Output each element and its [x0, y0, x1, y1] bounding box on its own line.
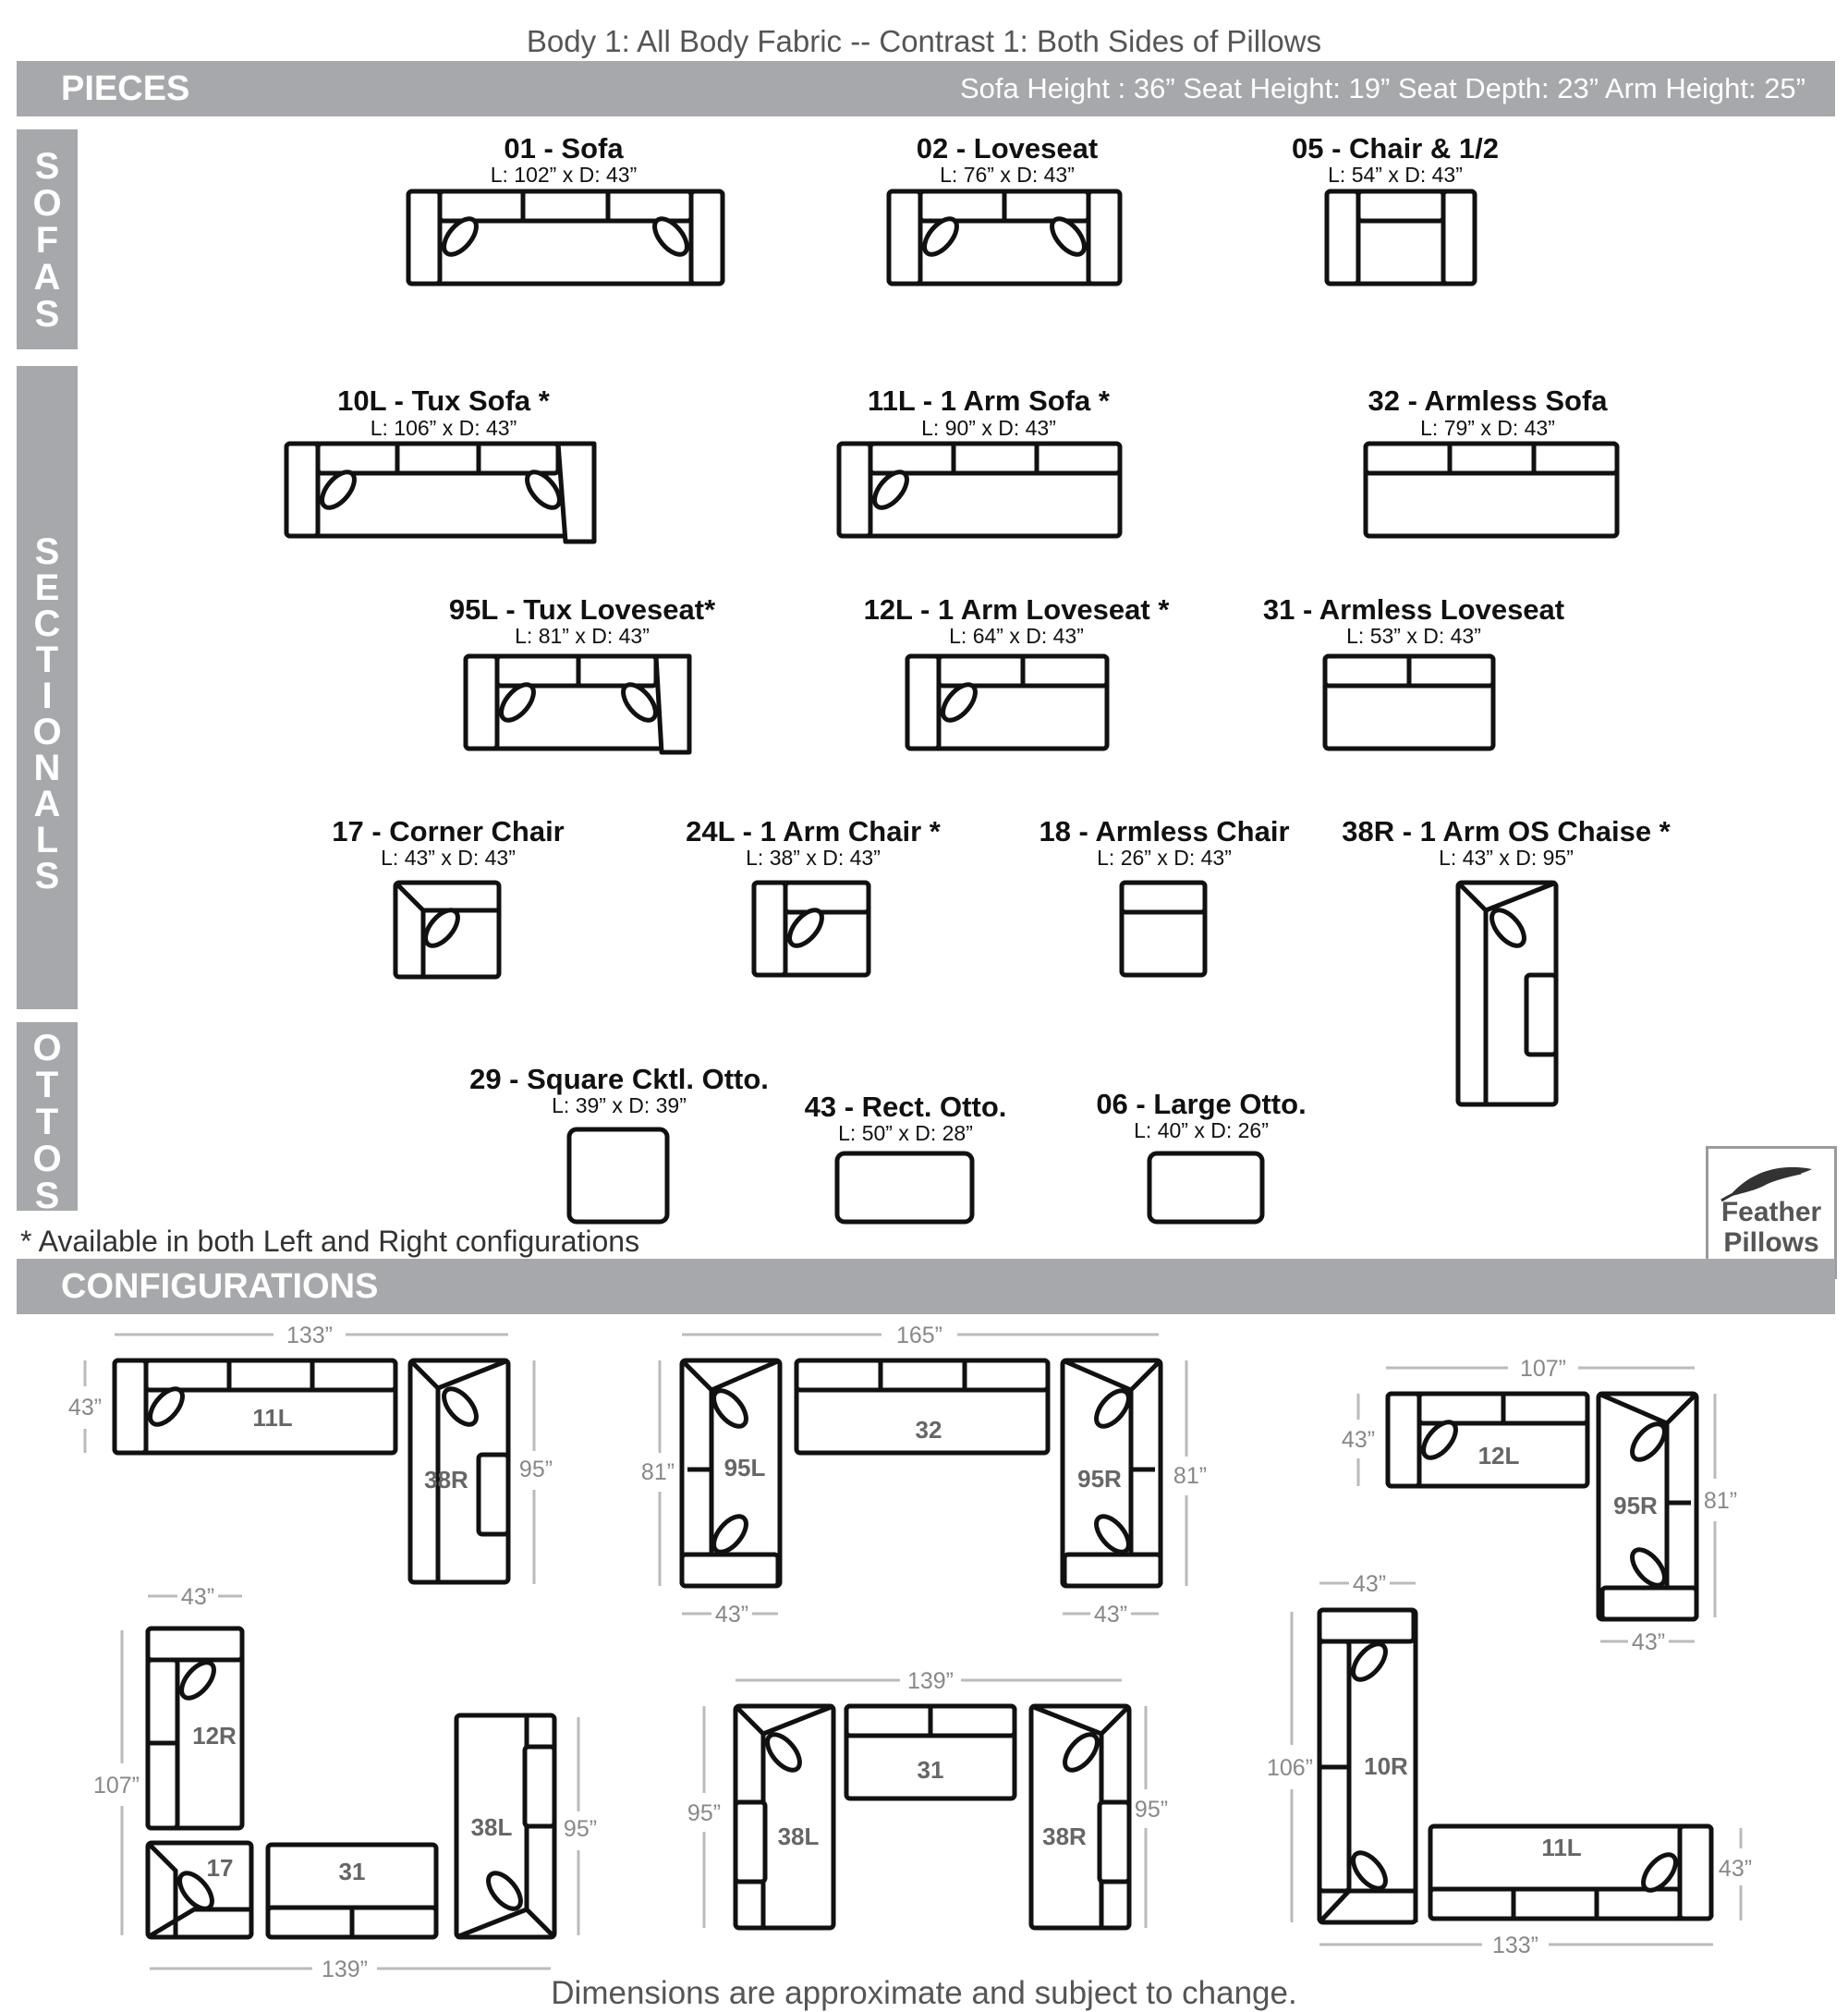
tab-letter: O — [32, 1139, 62, 1179]
pieces-title: PIECES — [61, 69, 190, 108]
module-label: 95R — [1077, 1465, 1122, 1493]
dim-depth-right: 95” — [518, 1457, 553, 1482]
piece-dims: L: 79” x D: 43” — [1420, 416, 1555, 440]
piece-dims: L: 43” x D: 95” — [1439, 846, 1574, 870]
dim-depth-left: 43” — [67, 1395, 103, 1421]
piece-dims: L: 53” x D: 43” — [1346, 624, 1481, 648]
dim-height: 107” — [92, 1773, 140, 1799]
tab-letter: S — [34, 856, 60, 896]
dim-left: 95” — [687, 1800, 722, 1826]
piece-dims: L: 50” x D: 28” — [838, 1121, 973, 1145]
dim-height: 106” — [1266, 1755, 1314, 1781]
availability-footnote: * Available in both Left and Right configurations — [20, 1225, 640, 1258]
piece-dims: L: 64” x D: 43” — [949, 624, 1084, 648]
config-38l-31-38r — [687, 1668, 1168, 1928]
dim-top: 43” — [180, 1584, 215, 1610]
piece-label: 06 - Large Otto. — [1096, 1088, 1307, 1120]
dim-right: 95” — [1134, 1797, 1169, 1823]
piece-dims: L: 54” x D: 43” — [1328, 163, 1463, 187]
module-label: 38R — [1042, 1823, 1087, 1850]
piece-label: 10L - Tux Sofa * — [337, 384, 550, 417]
tab-letter: S — [34, 531, 60, 572]
dim-depth-left: 43” — [1341, 1427, 1376, 1453]
tab-letter: L — [35, 820, 59, 860]
tab-letter: T — [35, 640, 59, 680]
dim-width: 165” — [895, 1323, 943, 1348]
module-label: 31 — [338, 1858, 366, 1885]
piece-dims: L: 90” x D: 43” — [921, 416, 1056, 440]
dim-width: 139” — [906, 1668, 954, 1694]
piece-dims: L: 81” x D: 43” — [515, 624, 650, 648]
tab-letter: S — [34, 146, 60, 187]
tab-letter: A — [33, 257, 61, 298]
module-label: 95L — [723, 1454, 766, 1482]
piece-label: 43 - Rect. Otto. — [804, 1091, 1007, 1123]
piece-label: 11L - 1 Arm Sofa * — [868, 384, 1110, 417]
module-label: 12R — [192, 1722, 237, 1750]
tab-letter: T — [35, 1102, 59, 1142]
piece-dims: L: 43” x D: 43” — [381, 846, 516, 870]
tab-letter: A — [33, 784, 61, 824]
feather-label-1: Feather — [1720, 1197, 1822, 1227]
dim-depth-right: 81” — [1703, 1488, 1738, 1514]
module-label: 38L — [777, 1823, 820, 1850]
module-label: 10R — [1364, 1752, 1408, 1780]
tab-letter: S — [34, 1176, 60, 1216]
piece-label: 01 - Sofa — [504, 132, 624, 165]
dim-bottom-right: 43” — [1093, 1602, 1128, 1628]
module-label: 12L — [1477, 1442, 1520, 1469]
fabric-note: Body 1: All Body Fabric -- Contrast 1: Both Sides of Pillows — [526, 24, 1322, 58]
config-95l-32-95r — [641, 1323, 1207, 1628]
tab-letter: O — [32, 712, 62, 752]
pieces-specs: Sofa Height : 36” Seat Height: 19” Seat Depth: 23” Arm Height: 25” — [960, 72, 1805, 104]
tab-letter: I — [42, 676, 53, 716]
disclaimer: Dimensions are approximate and subject to change. — [551, 1975, 1297, 2011]
module-label: 38L — [470, 1813, 513, 1841]
module-label: 31 — [917, 1756, 944, 1784]
tab-letter: O — [32, 183, 62, 224]
tab-letter: F — [35, 220, 59, 261]
module-label: 32 — [915, 1416, 942, 1444]
dim-bottom: 43” — [1631, 1629, 1666, 1655]
feather-label-2: Pillows — [1723, 1227, 1819, 1258]
piece-label: 02 - Loveseat — [916, 132, 1099, 165]
piece-dims: L: 38” x D: 43” — [746, 846, 881, 870]
tab-letter: T — [35, 1065, 59, 1105]
piece-label: 32 - Armless Sofa — [1368, 384, 1608, 417]
dim-bottom-left: 43” — [714, 1602, 749, 1628]
piece-label: 95L - Tux Loveseat* — [448, 593, 716, 626]
dim-depth-right: 81” — [1173, 1463, 1208, 1489]
piece-label: 29 - Square Cktl. Otto. — [469, 1063, 769, 1095]
piece-dims: L: 106” x D: 43” — [370, 416, 517, 440]
piece-label: 17 - Corner Chair — [332, 815, 565, 847]
piece-dims: L: 102” x D: 43” — [490, 163, 638, 187]
tab-letter: S — [34, 294, 60, 335]
module-label: 17 — [206, 1854, 234, 1882]
config-12r-17-31-38l — [93, 1584, 597, 1982]
piece-label: 31 - Armless Loveseat — [1262, 593, 1565, 626]
piece-label: 05 - Chair & 1/2 — [1292, 132, 1499, 165]
piece-label: 12L - 1 Arm Loveseat * — [863, 593, 1170, 626]
module-label: 95R — [1613, 1492, 1658, 1519]
tab-letter: E — [34, 567, 60, 608]
module-label: 38R — [424, 1466, 468, 1494]
dim-depth-left: 81” — [640, 1459, 675, 1485]
config-10r-11l — [1267, 1571, 1752, 1958]
piece-label: 24L - 1 Arm Chair * — [686, 815, 941, 847]
tab-letter: O — [32, 1028, 62, 1068]
dim-right: 43” — [1718, 1856, 1753, 1882]
dim-right: 95” — [563, 1816, 598, 1842]
configurations-title: CONFIGURATIONS — [61, 1267, 379, 1306]
dim-top: 43” — [1352, 1571, 1387, 1597]
piece-label: 18 - Armless Chair — [1039, 815, 1290, 847]
dim-width: 133” — [286, 1323, 334, 1348]
dim-width: 139” — [321, 1957, 369, 1982]
piece-dims: L: 39” x D: 39” — [552, 1093, 687, 1117]
dim-width: 107” — [1519, 1356, 1567, 1382]
module-label: 11L — [1541, 1834, 1582, 1861]
tab-letter: C — [33, 604, 61, 644]
piece-label: 38R - 1 Arm OS Chaise * — [1342, 815, 1671, 847]
dim-width: 133” — [1491, 1933, 1539, 1958]
tab-letter: N — [33, 748, 61, 788]
piece-dims: L: 76” x D: 43” — [940, 163, 1075, 187]
piece-dims: L: 40” x D: 26” — [1134, 1118, 1269, 1142]
config-11l-38r — [68, 1323, 553, 1584]
module-label: 11L — [252, 1404, 293, 1432]
piece-dims: L: 26” x D: 43” — [1097, 846, 1232, 870]
